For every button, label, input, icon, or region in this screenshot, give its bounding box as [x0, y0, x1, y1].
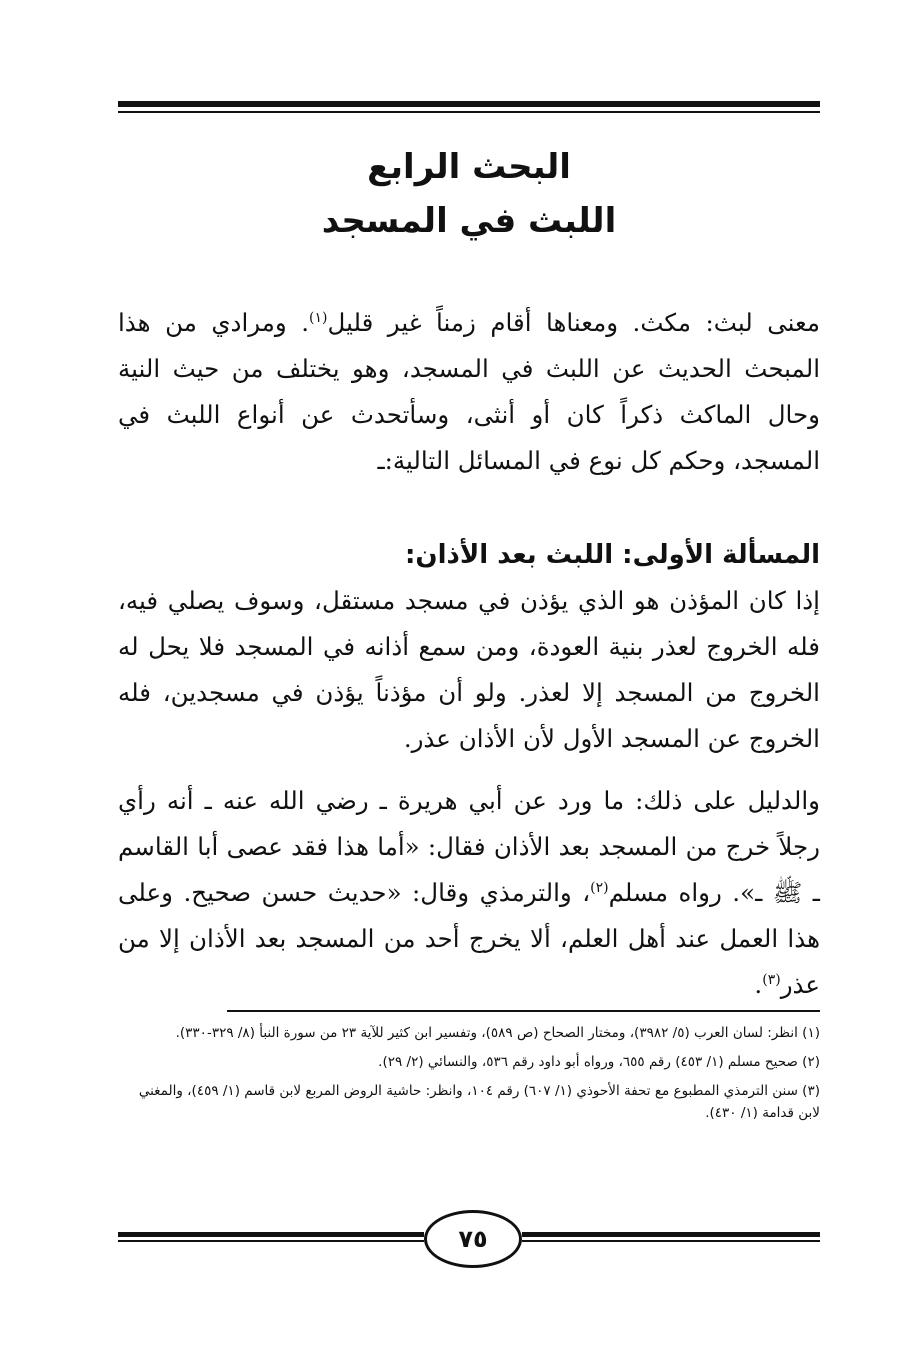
evidence-text-c: .	[754, 970, 763, 999]
footer-rule-right-thick	[522, 1232, 820, 1237]
footer-rule-right-thin	[522, 1240, 820, 1242]
section-title	[118, 140, 820, 248]
footnote-separator	[227, 1010, 820, 1012]
intro-text-part1: معنى لبث: مكث. ومعناها أقام زمناً غير قليل	[327, 308, 820, 337]
intro-paragraph	[118, 300, 820, 484]
footnote-1: (١) انظر: لسان العرب (٥/ ٣٩٨٢)، ومختار الصحاح (ص ٥٨٩)، وتفسير ابن كثير للآية ٢٣ من سورة النبأ (٨/ ٣٢٩-٣٣٠).	[175, 1025, 820, 1041]
header-rule-thin	[118, 111, 820, 113]
question-paragraph-1: إذا كان المؤذن هو الذي يؤذن في مسجد مستقل، وسوف يصلي فيه، فله الخروج لعذر بنية العودة، ومن سمع أذانه في المسجد فلا يحل له الخروج من المسجد إلا لعذر. ولو أن مؤذناً يؤذن في مسجدين، فله الخروج عن المسجد الأول لأن الأذان عذر.	[118, 586, 820, 753]
footnote-ref-2: (٢)	[590, 879, 609, 896]
question-paragraph-2	[118, 778, 820, 1008]
footer-rule-left-thin	[118, 1240, 424, 1242]
footnote-ref-3: (٣)	[762, 971, 781, 988]
footnote-ref-1: (١)	[309, 309, 328, 326]
question-heading: المسألة الأولى: اللبث بعد الأذان:	[405, 540, 820, 570]
header-rule-thick	[118, 101, 820, 107]
footnote-2: (٢) صحيح مسلم (١/ ٤٥٣) رقم ٦٥٥، ورواه أبو داود رقم ٥٣٦، والنسائي (٢/ ٢٩).	[378, 1054, 820, 1070]
intro-text-part2: . ومرادي من هذا المبحث الحديث عن اللبث في المسجد، وهو يختلف من حيث النية وحال الماكث ذكراً كان أو أنثى، وسأتحدث عن أنواع اللبث في المسجد، وحكم كل نوع في المسائل التالية:ـ	[118, 308, 820, 475]
section-number-title: البحث الرابع	[367, 147, 571, 187]
footnotes	[118, 1022, 820, 1131]
section-topic-title: اللبث في المسجد	[321, 201, 617, 241]
evidence-text-a: والدليل على ذلك: ما ورد عن أبي هريرة ـ رضي الله عنه ـ أنه رأي رجلاً خرج من المسجد بعد الأذان فقال: «أما هذا فقد عصى أبا القاسم ـ ﷺ ـ». رواه مسلم	[118, 786, 820, 907]
page-number: ٧٥	[424, 1210, 522, 1268]
footer-rule-left-thick	[118, 1232, 424, 1237]
evidence-text-b: ، والترمذي وقال: «حديث حسن صحيح. وعلى هذا العمل عند أهل العلم، ألا يخرج أحد من المسجد بعد الأذان إلا من عذر	[118, 878, 820, 999]
footnote-3: (٣) سنن الترمذي المطبوع مع تحفة الأحوذي (١/ ٦٠٧) رقم ١٠٤، وانظر: حاشية الروض المربع لابن قاسم (١/ ٤٥٩)، والمغني لابن قدامة (١/ ٤٣٠).	[138, 1083, 820, 1121]
